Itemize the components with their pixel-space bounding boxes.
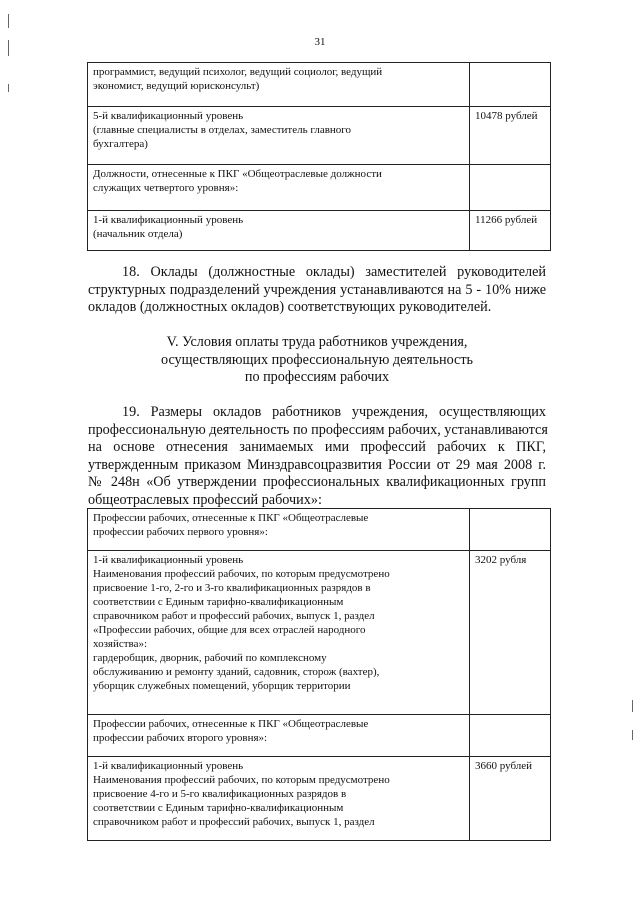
paragraph-line: общеотраслевых профессий рабочих»: <box>88 491 322 508</box>
table-row <box>88 211 551 251</box>
salary-cell <box>470 165 551 211</box>
cell-line: соответствии с Единым тарифно-квалификационным <box>93 596 344 608</box>
paragraph-19 <box>88 404 546 510</box>
salary-cell <box>470 715 551 757</box>
salary-table-employees <box>87 62 551 251</box>
salary-table-workers <box>87 508 551 841</box>
cell-line: Должности, отнесенные к ПКГ «Общеотраслевые должности <box>93 168 382 180</box>
cell-line: хозяйства»: <box>93 638 148 650</box>
salary-cell: 11266 рублей <box>470 211 551 251</box>
paragraph-line: профессиональную деятельность по профессиям рабочих, устанавливаются <box>88 421 548 438</box>
page-number: 31 <box>314 36 326 48</box>
cell-line: Профессии рабочих, отнесенные к ПКГ «Общеотраслевые <box>93 512 369 524</box>
cell-line: обслуживанию и ремонту зданий, садовник, сторож (вахтер), <box>93 666 380 678</box>
cell-line: справочником работ и профессий рабочих, выпуск 1, раздел <box>93 610 375 622</box>
scan-edge-mark <box>632 700 633 712</box>
cell-line: справочником работ и профессий рабочих, выпуск 1, раздел <box>93 816 375 828</box>
cell-line: программист, ведущий психолог, ведущий социолог, ведущий <box>93 66 383 78</box>
position-cell <box>88 211 470 251</box>
cell-line: 5-й квалификационный уровень <box>93 110 244 122</box>
position-cell <box>88 165 470 211</box>
profession-cell <box>88 715 470 757</box>
paragraph-line: на основе отнесения занимаемых ими профессий рабочих к ПКГ, <box>88 439 546 456</box>
cell-line: присвоение 4-го и 5-го квалификационных разрядов в <box>93 788 347 800</box>
paragraph-18 <box>88 264 546 317</box>
table-row <box>88 63 551 107</box>
cell-line: Профессии рабочих, отнесенные к ПКГ «Общеотраслевые <box>93 718 369 730</box>
table-row <box>88 509 551 551</box>
salary-cell: 10478 рублей <box>470 107 551 165</box>
cell-line: профессии рабочих второго уровня»: <box>93 732 268 744</box>
salary-cell <box>470 63 551 107</box>
heading-line: V. Условия оплаты труда работников учреждения, <box>166 334 468 350</box>
salary-cell: 3660 рублей <box>470 757 551 841</box>
heading-line: по профессиям рабочих <box>244 369 390 386</box>
paragraph-line: утвержденным приказом Минздравсоцразвития России от 29 мая 2008 г. <box>88 456 546 473</box>
scan-edge-mark <box>8 84 9 92</box>
salary-cell: 3202 рубля <box>470 551 551 715</box>
profession-cell <box>88 757 470 841</box>
paragraph-line: 18. Оклады (должностные оклады) заместителей руководителей <box>122 264 546 280</box>
cell-line: 1-й квалификационный уровень <box>93 760 244 772</box>
cell-line: Наименования профессий рабочих, по которым предусмотрено <box>93 568 390 580</box>
scan-edge-mark <box>632 730 633 740</box>
position-cell <box>88 107 470 165</box>
position-cell <box>88 63 470 107</box>
cell-line: 1-й квалификационный уровень <box>93 214 244 226</box>
cell-line: «Профессии рабочих, общие для всех отраслей народного <box>93 624 366 636</box>
cell-line: служащих четвертого уровня»: <box>93 182 239 194</box>
cell-line: соответствии с Единым тарифно-квалификационным <box>93 802 344 814</box>
section-heading <box>88 334 546 387</box>
cell-line: присвоение 1-го, 2-го и 3-го квалификационных разрядов в <box>93 582 371 594</box>
paragraph-line: структурных подразделений учреждения устанавливаются на 5 - 10% ниже <box>88 281 546 298</box>
paragraph-line: № 248н «Об утверждении профессиональных квалификационных групп <box>88 474 546 491</box>
cell-line: гардеробщик, дворник, рабочий по комплексному <box>93 652 327 664</box>
paragraph-line: 19. Размеры окладов работников учреждения, осуществляющих <box>122 404 546 420</box>
cell-line: бухгалтера) <box>93 138 148 150</box>
table-row <box>88 757 551 841</box>
paragraph-line: окладов (должностных окладов) соответствующих руководителей. <box>88 299 492 316</box>
cell-line: экономист, ведущий юрисконсульт) <box>93 80 260 92</box>
salary-cell <box>470 509 551 551</box>
profession-cell <box>88 509 470 551</box>
table-row <box>88 165 551 211</box>
profession-cell <box>88 551 470 715</box>
table-row <box>88 715 551 757</box>
cell-line: 1-й квалификационный уровень <box>93 554 244 566</box>
cell-line: (главные специалисты в отделах, заместитель главного <box>93 124 352 136</box>
heading-line: осуществляющих профессиональную деятельность <box>161 351 473 368</box>
table-row <box>88 107 551 165</box>
cell-line: профессии рабочих первого уровня»: <box>93 526 268 538</box>
cell-line: (начальник отдела) <box>93 228 183 240</box>
scan-edge-mark <box>8 14 9 28</box>
cell-line: Наименования профессий рабочих, по которым предусмотрено <box>93 774 390 786</box>
table-row <box>88 551 551 715</box>
cell-line: уборщик служебных помещений, уборщик территории <box>93 680 351 692</box>
